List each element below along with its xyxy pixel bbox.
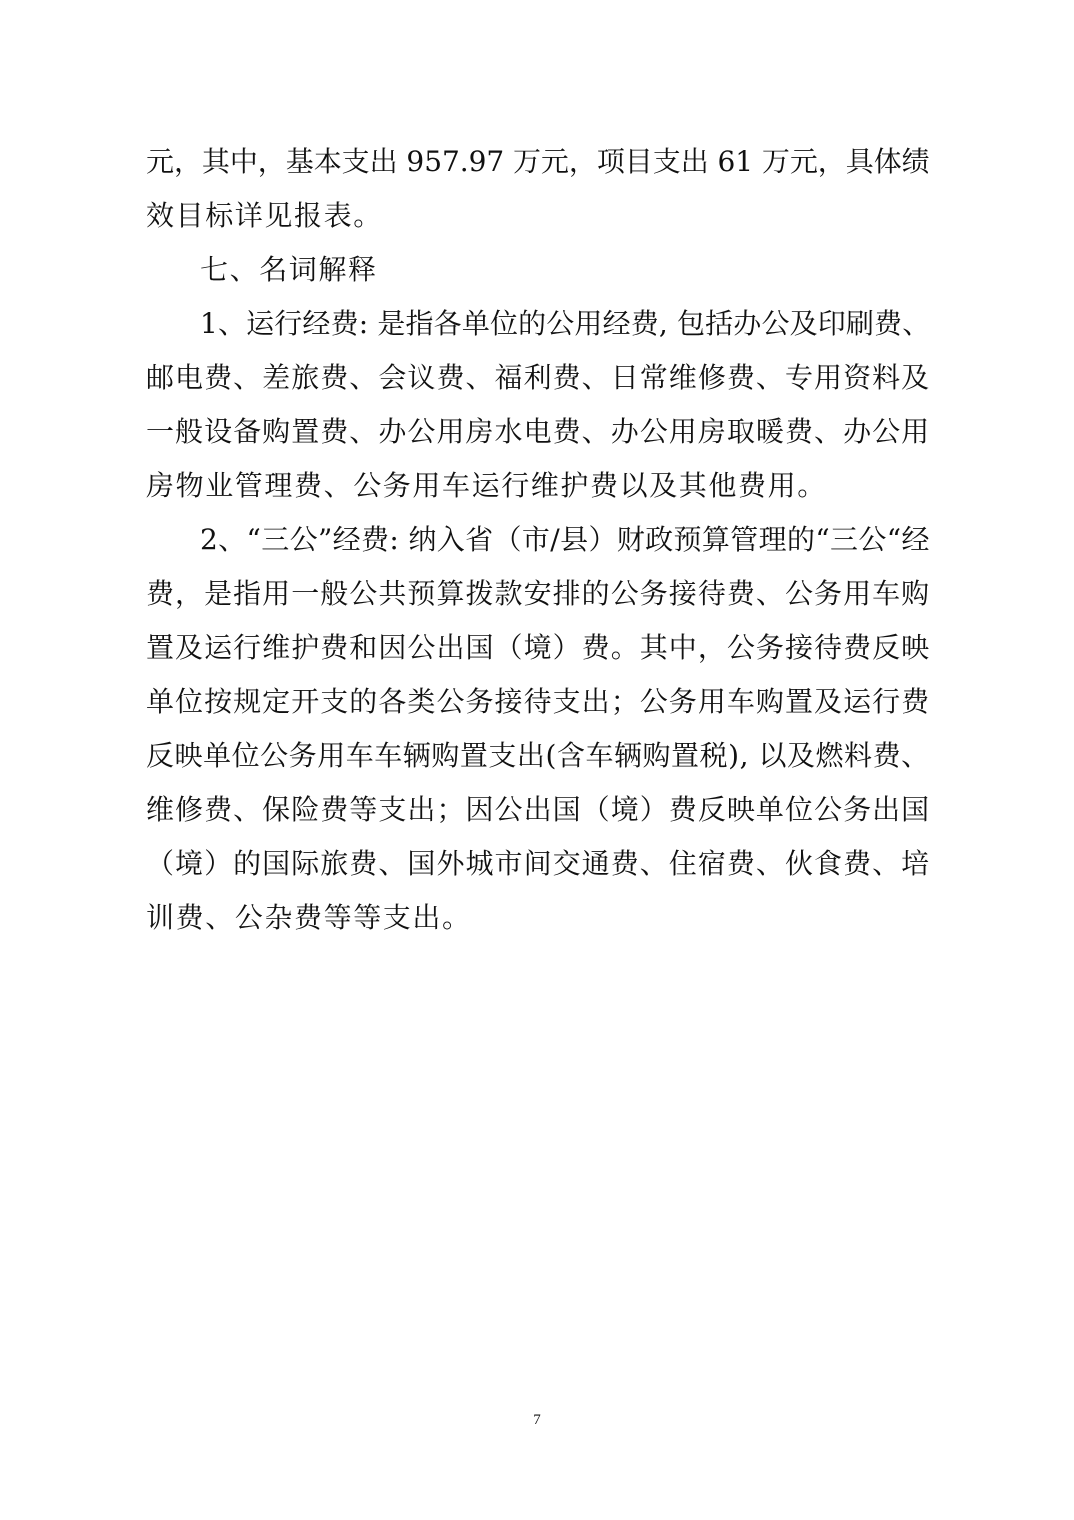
body-line: 费，是指用一般公共预算拨款安排的公务接待费、公务用车购: [146, 577, 931, 610]
body-line: 效目标详见报表。: [146, 199, 383, 232]
body-line: 元，其中，基本支出 957.97 万元，项目支出 61 万元，具体绩: [146, 145, 930, 178]
body-line: 单位按规定开支的各类公务接待支出；公务用车购置及运行费: [146, 685, 931, 718]
body-line: 邮电费、差旅费、会议费、福利费、日常维修费、专用资料及: [146, 361, 931, 394]
body-line: 反映单位公务用车车辆购置支出(含车辆购置税), 以及燃料费、: [146, 739, 930, 772]
body-line: （境）的国际旅费、国外城市间交通费、住宿费、伙食费、培: [146, 847, 931, 880]
body-line: 房物业管理费、公务用车运行维护费以及其他费用。: [146, 469, 827, 502]
body-line: 训费、公杂费等等支出。: [146, 901, 472, 934]
body-line: 一般设备购置费、办公用房水电费、办公用房取暖费、办公用: [146, 415, 931, 448]
body-line: 2、“三公”经费: 纳入省（市/县）财政预算管理的“三公“经: [200, 523, 930, 556]
body-line: 维修费、保险费等支出；因公出国（境）费反映单位公务出国: [146, 793, 931, 826]
body-line: 置及运行维护费和因公出国（境）费。其中，公务接待费反映: [146, 631, 931, 664]
body-line: 1、运行经费: 是指各单位的公用经费, 包括办公及印刷费、: [200, 307, 931, 340]
page-number: 7: [533, 1412, 541, 1428]
section-heading: 七、名词解释: [200, 253, 378, 286]
